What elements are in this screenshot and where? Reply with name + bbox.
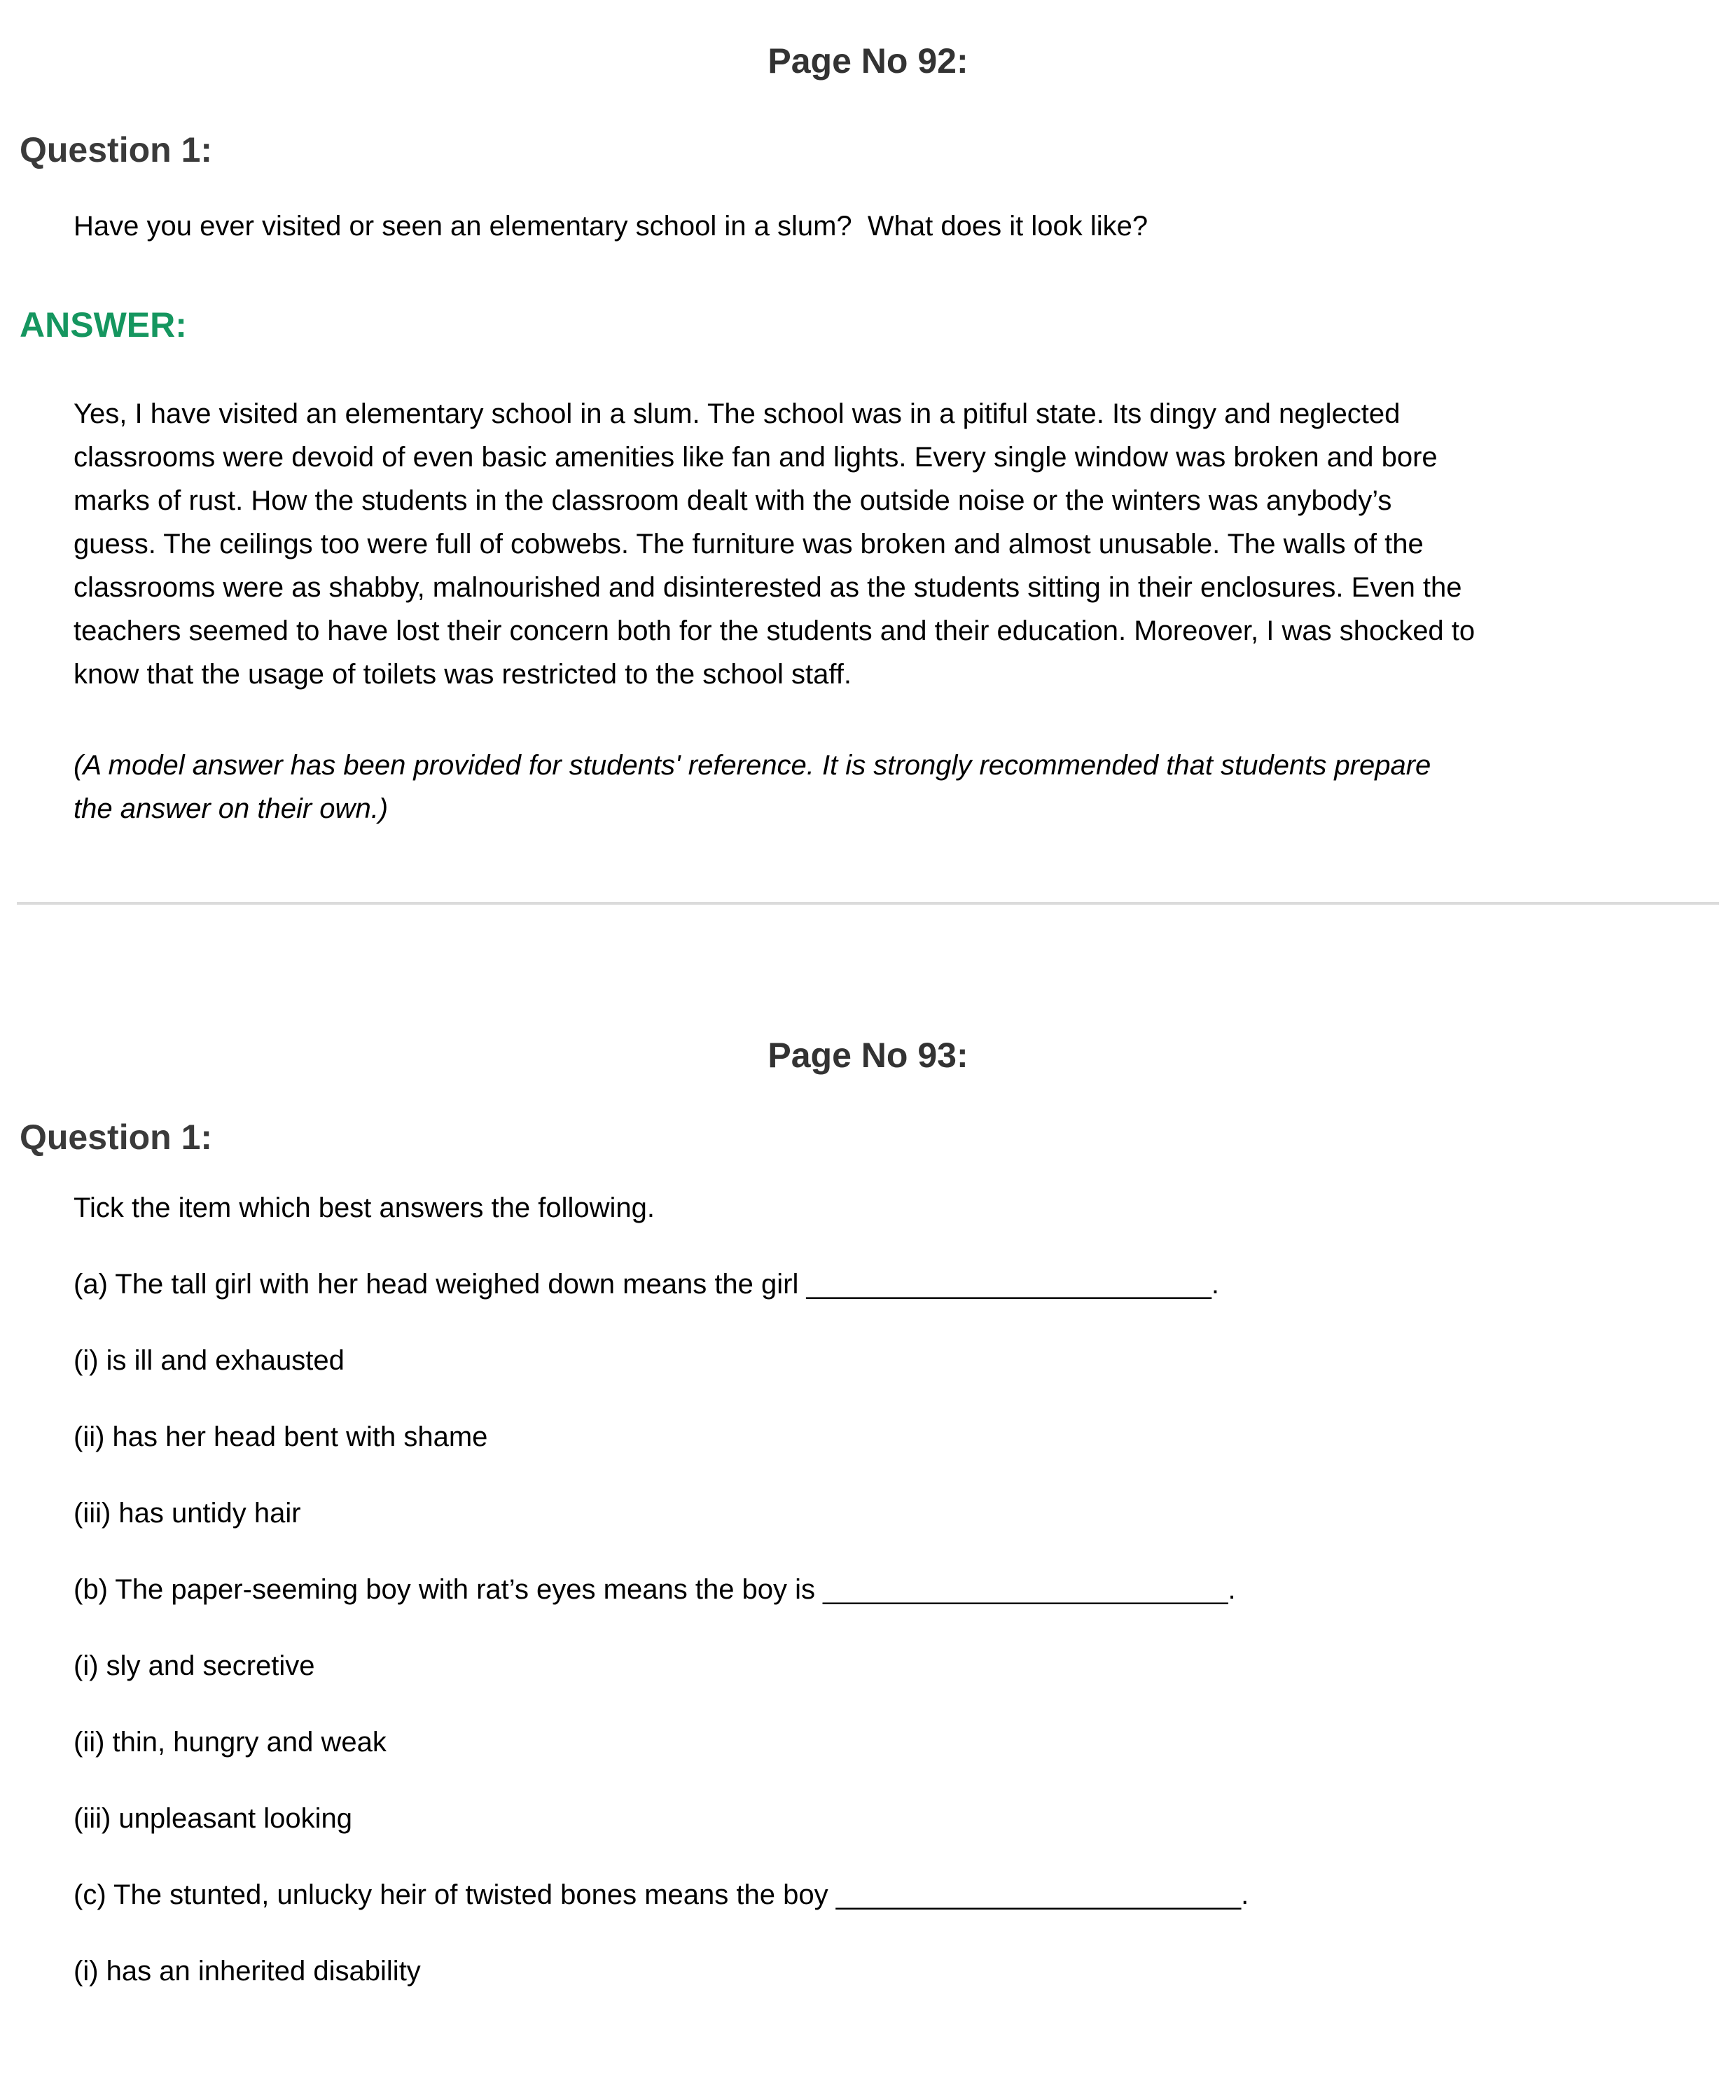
- note-line: (A model answer has been provided for students' reference. It is strongly recommended that students prepare: [74, 750, 1431, 781]
- note-line: the answer on their own.): [74, 793, 389, 824]
- option-b-i: (i) sly and secretive: [74, 1650, 315, 1681]
- answer-line: teachers seemed to have lost their concern both for the students and their education. Moreover, I was shocked to: [74, 616, 1475, 646]
- page-92-section: [0, 41, 1736, 830]
- question-item-c: (c) The stunted, unlucky heir of twisted bones means the boy __________________________.: [74, 1879, 1249, 1910]
- option-a-i: (i) is ill and exhausted: [74, 1345, 345, 1376]
- page-93-header: Page No 93:: [768, 1036, 968, 1075]
- option-c-i: (i) has an inherited disability: [74, 1956, 421, 1987]
- section-divider: [17, 902, 1719, 905]
- answer-paragraph: [74, 392, 1708, 696]
- question-item-b: (b) The paper-seeming boy with rat’s eyes means the boy is __________________________.: [74, 1574, 1236, 1605]
- option-b-ii: (ii) thin, hungry and weak: [74, 1727, 387, 1758]
- answer-line: Yes, I have visited an elementary school in a slum. The school was in a pitiful state. Its dingy and neglected: [74, 398, 1401, 429]
- page-92-question-text: Have you ever visited or seen an elementary school in a slum? What does it look like?: [74, 211, 1148, 242]
- answer-line: guess. The ceilings too were full of cobwebs. The furniture was broken and almost unusable. The walls of the: [74, 529, 1424, 559]
- answer-line: classrooms were as shabby, malnourished and disinterested as the students sitting in their enclosures. Even the: [74, 572, 1462, 603]
- page-93-question-1-label: Question 1:: [20, 1118, 213, 1157]
- question-item-a: (a) The tall girl with her head weighed down means the girl __________________________.: [74, 1269, 1219, 1300]
- model-answer-note: [74, 744, 1708, 830]
- answer-label: ANSWER:: [20, 305, 187, 345]
- page-92-header: Page No 92:: [768, 41, 968, 81]
- option-b-iii: (iii) unpleasant looking: [74, 1803, 353, 1834]
- answer-line: marks of rust. How the students in the classroom dealt with the outside noise or the winters was anybody’s: [74, 485, 1392, 516]
- answer-line: classrooms were devoid of even basic amenities like fan and lights. Every single window was broken and bore: [74, 442, 1438, 473]
- option-a-iii: (iii) has untidy hair: [74, 1498, 301, 1529]
- option-a-ii: (ii) has her head bent with shame: [74, 1421, 488, 1452]
- page-92-question-1-label: Question 1:: [20, 130, 213, 169]
- page-93-section: [0, 1035, 1736, 1987]
- tick-instruction: Tick the item which best answers the following.: [74, 1192, 655, 1223]
- answer-line: know that the usage of toilets was restricted to the school staff.: [74, 659, 852, 690]
